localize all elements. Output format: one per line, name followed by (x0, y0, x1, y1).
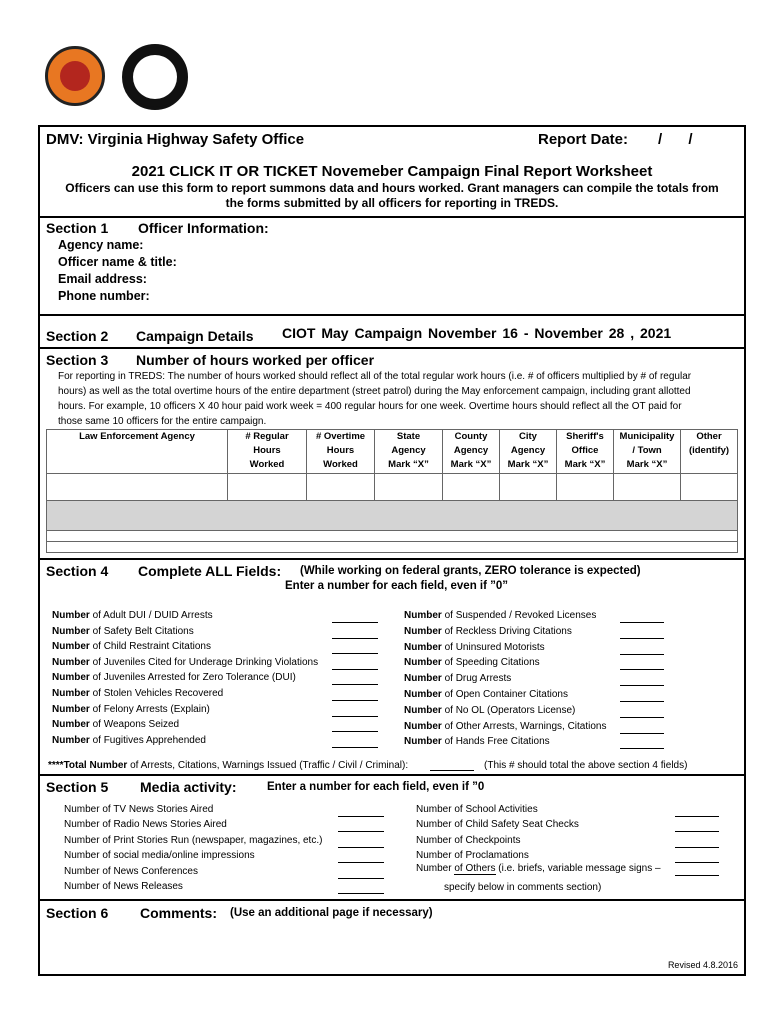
field-input-line[interactable] (620, 748, 664, 749)
field-input-line[interactable] (338, 893, 384, 894)
report-date-label: Report Date: (538, 131, 629, 148)
divider (40, 558, 744, 560)
field-row (52, 704, 210, 715)
field-prefix: Number (52, 703, 90, 715)
click-it-or-ticket-logo (45, 46, 105, 106)
field-row (52, 672, 296, 683)
table-row (47, 474, 738, 501)
table-cell[interactable] (443, 474, 500, 501)
field-row (416, 804, 538, 815)
field-input-line[interactable] (332, 622, 378, 623)
field-label: of Reckless Driving Citations (444, 625, 572, 637)
officer-name-label: Officer name & title: (58, 255, 177, 269)
field-prefix: Number (52, 641, 90, 653)
section3-title: Number of hours worked per officer (136, 352, 375, 368)
field-row (404, 626, 572, 637)
field-prefix: Number (404, 704, 442, 716)
field-prefix: Number (52, 734, 90, 746)
section6-note: (Use an additional page if necessary) (230, 907, 433, 919)
field-input-line[interactable] (332, 669, 378, 670)
field-input-line[interactable] (620, 733, 664, 734)
field-prefix: Number (52, 656, 90, 668)
field-row (404, 673, 511, 684)
field-row (416, 850, 529, 861)
field-label: Number of School Activities (416, 804, 538, 815)
field-input-line[interactable] (675, 831, 719, 832)
field-row (64, 850, 255, 861)
field-label: Number of Child Safety Seat Checks (416, 819, 579, 831)
field-label: of Child Restraint Citations (92, 641, 211, 653)
divider (40, 347, 744, 349)
section4-title: Complete ALL Fields: (138, 563, 282, 579)
section1-title: Officer Information: (138, 220, 269, 236)
field-input-line[interactable] (332, 684, 378, 685)
field-prefix: Number (404, 641, 442, 653)
field-label: of Suspended / Revoked Licenses (444, 610, 597, 621)
col-county: County Agency Mark “X” (443, 430, 500, 474)
table-row (47, 501, 738, 531)
revised-date: Revised 4.8.2016 (667, 960, 738, 970)
col-sheriff: Sheriff's Office Mark “X” (557, 430, 614, 474)
field-prefix: Number (404, 657, 442, 669)
col-state: State Agency Mark “X” (375, 430, 443, 474)
field-input-line[interactable] (332, 653, 378, 654)
field-row (404, 610, 596, 621)
field-label: of Juveniles Arrested for Zero Tolerance (DUI) (92, 672, 296, 684)
field-label: of Weapons Seized (92, 719, 180, 731)
field-prefix: Number (404, 625, 442, 637)
report-date-field[interactable]: / / (658, 131, 693, 148)
field-prefix: Number (52, 719, 90, 731)
total-note: (This # should total the above section 4 fields) (484, 760, 688, 771)
section5-title: Media activity: (140, 779, 237, 795)
field-row (52, 657, 318, 668)
divider (40, 314, 744, 316)
total-label-text: of Arrests, Citations, Warnings Issued (Traffic / Civil / Criminal): (130, 760, 409, 771)
total-field[interactable] (430, 770, 474, 771)
field-row (64, 804, 213, 815)
total-label (48, 760, 408, 771)
section5-instruction: Enter a number for each field, even if ”0 (267, 781, 485, 793)
field-row (64, 819, 227, 830)
office-title: DMV: Virginia Highway Safety Office (46, 131, 305, 148)
section3-line-3: hours. For example, 10 officers X 40 hour paid work week = 400 regular hours for one week. Overtime hours should reflect all the OT paid for (58, 401, 682, 412)
section2-title: Campaign Details (136, 328, 254, 344)
field-row (416, 819, 579, 830)
table-cell[interactable] (557, 474, 614, 501)
section3-line-1: For reporting in TREDS: The number of hours worked should reflect all of the total regular work hours (i.e. # of officers multiplied by # of regular (58, 371, 692, 382)
col-regular-hours: # Regular Hours Worked (228, 430, 307, 474)
col-city: City Agency Mark “X” (500, 430, 557, 474)
email-label: Email address: (58, 272, 147, 286)
col-municipality: Municipality / Town Mark “X” (614, 430, 681, 474)
field-prefix: Number (404, 610, 442, 621)
field-input-line[interactable] (620, 701, 664, 702)
media-others-desc: (i.e. briefs, variable message signs – (498, 863, 661, 874)
media-others-field[interactable] (675, 875, 719, 876)
field-row (52, 688, 223, 699)
section4-number: Section 4 (46, 563, 109, 579)
field-row (416, 835, 521, 846)
section3-line-4: those same 10 officers for the entire campaign. (58, 416, 267, 427)
section1-number: Section 1 (46, 220, 109, 236)
phone-label: Phone number: (58, 289, 150, 303)
field-label: of Fugitives Apprehended (92, 734, 206, 746)
table-cell[interactable] (614, 474, 681, 501)
field-prefix: Number (52, 625, 90, 637)
field-row (52, 626, 194, 637)
field-row (52, 610, 213, 621)
field-label: Number of social media/online impressions (64, 850, 255, 862)
field-input-line[interactable] (620, 638, 664, 639)
field-input-line[interactable] (620, 717, 664, 718)
section6-title: Comments: (140, 905, 218, 921)
table-cell[interactable] (47, 474, 228, 501)
field-row (52, 719, 179, 730)
field-row (52, 641, 211, 652)
table-cell[interactable] (228, 474, 307, 501)
virginia-map-icon (133, 55, 177, 99)
field-input-line[interactable] (332, 731, 378, 732)
section3-line-2: hours) as well as the total overtime hours of the entire department (street patrol) during the May enforcement campaign, including grant allotted (58, 386, 691, 397)
field-prefix: Number (52, 688, 90, 699)
field-label: Number of Radio News Stories Aired (64, 819, 227, 831)
agency-name-label: Agency name: (58, 238, 144, 252)
virginia-smart-safe-sober-logo (122, 44, 188, 110)
field-input-line[interactable] (338, 831, 384, 832)
field-input-line[interactable] (338, 847, 384, 848)
field-input-line[interactable] (338, 878, 384, 879)
intro-line-1: Officers can use this form to report summons data and hours worked. Grant managers can compile the totals from (65, 181, 719, 195)
field-input-line[interactable] (675, 862, 719, 863)
field-label: of Uninsured Motorists (444, 641, 545, 653)
field-label: of Adult DUI / DUID Arrests (92, 610, 213, 621)
field-prefix: Number (404, 673, 442, 685)
total-label-bold: ****Total Number (48, 760, 128, 771)
field-prefix: Number (404, 720, 442, 732)
seatbelt-icon (60, 61, 90, 91)
table-cell[interactable] (500, 474, 557, 501)
field-label: of Felony Arrests (Explain) (92, 703, 210, 715)
table-cell (47, 531, 738, 542)
section4-instruction: Enter a number for each field, even if ”0” (285, 580, 509, 592)
field-input-line[interactable] (620, 654, 664, 655)
table-cell[interactable] (307, 474, 375, 501)
field-row (404, 657, 540, 668)
field-label: of Juveniles Cited for Underage Drinking Violations (92, 656, 319, 668)
divider (40, 774, 744, 776)
field-input-line[interactable] (332, 638, 378, 639)
field-label: Number of Checkpoints (416, 834, 521, 846)
form-title: 2021 CLICK IT OR TICKET Novemeber Campaign Final Report Worksheet (131, 163, 653, 180)
media-others-label (416, 863, 661, 875)
divider (40, 899, 744, 901)
field-row (52, 735, 206, 746)
field-label: of Stolen Vehicles Recovered (92, 688, 224, 699)
field-label: of Other Arrests, Warnings, Citations (444, 720, 607, 732)
col-other: Other (identify) (681, 430, 738, 474)
table-cell[interactable] (681, 474, 738, 501)
field-label: of Hands Free Citations (444, 736, 550, 748)
field-input-line[interactable] (332, 700, 378, 701)
field-label: Number of News Conferences (64, 865, 198, 877)
field-input-line[interactable] (675, 816, 719, 817)
field-row (64, 866, 198, 877)
table-row (47, 542, 738, 553)
campaign-details-value: CIOT May Campaign November 16 - November 28 , 2021 (282, 325, 672, 341)
field-label: of Safety Belt Citations (92, 625, 194, 637)
section2-number: Section 2 (46, 328, 109, 344)
media-others-line-2: specify below in comments section) (444, 882, 602, 893)
table-row (47, 531, 738, 542)
report-form (38, 125, 746, 976)
media-others-link: of Others (454, 863, 496, 874)
field-label: of No OL (Operators License) (444, 704, 576, 716)
field-prefix: Number (404, 736, 442, 748)
comments-area[interactable] (46, 927, 736, 959)
col-agency: Law Enforcement Agency (47, 430, 228, 474)
field-row (404, 705, 575, 716)
field-input-line[interactable] (675, 847, 719, 848)
section3-number: Section 3 (46, 352, 109, 368)
hours-table-header (47, 430, 738, 474)
field-input-line[interactable] (620, 685, 664, 686)
hours-table (46, 429, 738, 553)
section4-subtitle: (While working on federal grants, ZERO tolerance is expected) (300, 565, 641, 577)
field-input-line[interactable] (332, 747, 378, 748)
section6-number: Section 6 (46, 905, 109, 921)
table-cell[interactable] (375, 474, 443, 501)
intro-line-2: the forms submitted by all officers for reporting in TREDS. (225, 196, 559, 210)
field-label: Number of Proclamations (416, 850, 529, 862)
field-row (404, 689, 568, 700)
col-overtime-hours: # Overtime Hours Worked (307, 430, 375, 474)
field-row (404, 721, 607, 732)
field-row (404, 736, 550, 747)
media-others-prefix: Number (416, 863, 452, 874)
field-input-line[interactable] (338, 816, 384, 817)
field-label: of Open Container Citations (444, 689, 568, 700)
field-input-line[interactable] (332, 716, 378, 717)
field-input-line[interactable] (620, 669, 664, 670)
field-row (64, 881, 183, 892)
field-label: of Speeding Citations (444, 657, 540, 669)
table-cell (47, 542, 738, 553)
field-prefix: Number (52, 672, 90, 684)
field-label: of Drug Arrests (444, 673, 512, 685)
field-label: Number of News Releases (64, 881, 183, 892)
field-row (64, 835, 322, 846)
field-prefix: Number (52, 610, 90, 621)
field-input-line[interactable] (620, 622, 664, 623)
divider (40, 216, 744, 218)
table-cell (47, 501, 738, 531)
field-input-line[interactable] (338, 862, 384, 863)
field-label: Number of TV News Stories Aired (64, 804, 214, 815)
section5-number: Section 5 (46, 779, 109, 795)
field-prefix: Number (404, 689, 442, 700)
field-row (404, 642, 545, 653)
field-label: Number of Print Stories Run (newspaper, magazines, etc.) (64, 834, 323, 846)
